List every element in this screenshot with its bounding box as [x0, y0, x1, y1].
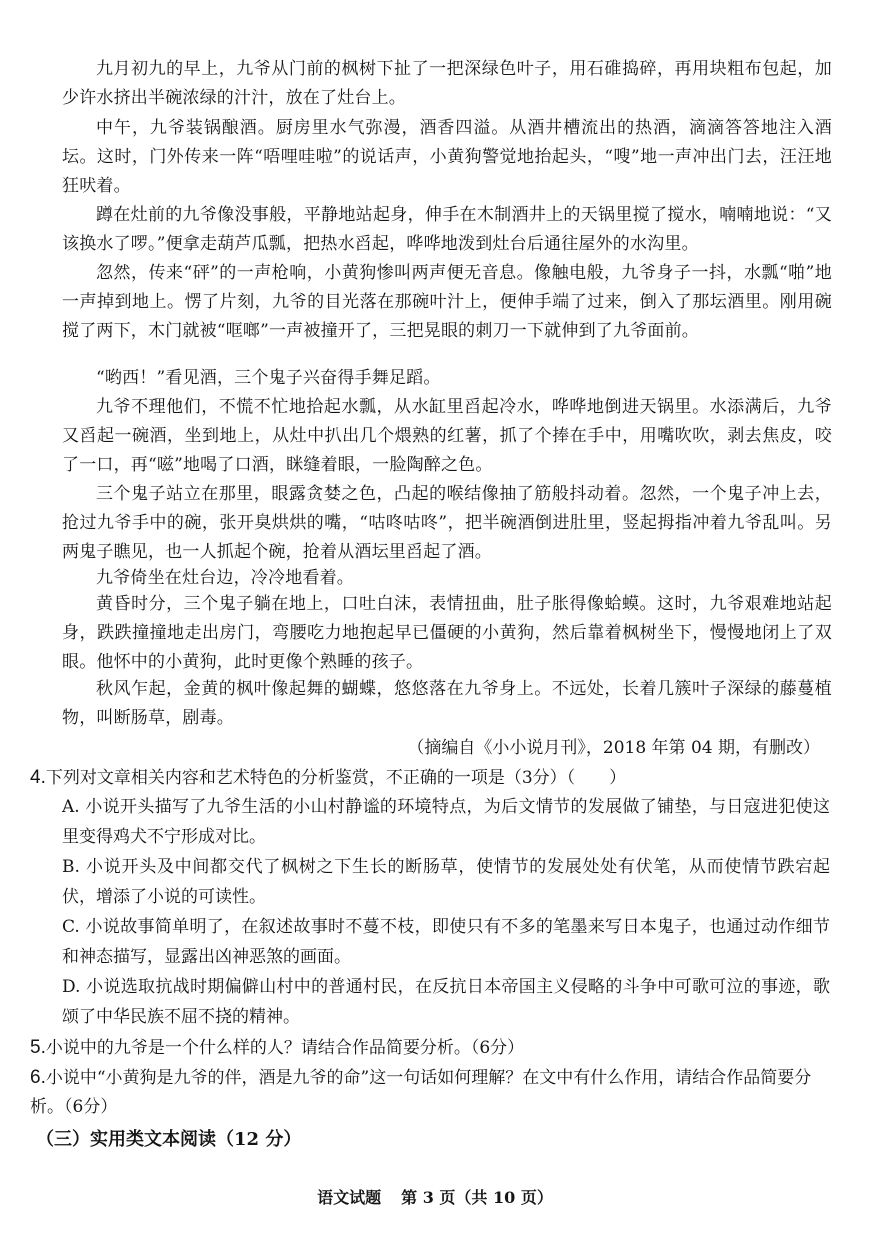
story-paragraph-10: 秋风乍起，金黄的枫叶像起舞的蝴蝶，悠悠落在九爷身上。不远处，长着几簇叶子深绿的藤蔓植物，叫断肠草，剧毒。: [62, 679, 832, 728]
footer-subject: 语文试题: [317, 1188, 382, 1207]
story-paragraph-9: 黄昏时分，三个鬼子躺在地上，口吐白沫，表情扭曲，肚子胀得像蛤蟆。这时，九爷艰难地站起身，跌跌撞撞地走出房门，弯腰吃力地抱起早已僵硬的小黄狗，然后靠着枫树坐下，慢慢地闭上了双眼。他怀中的小黄狗，此时更像个熟睡的孩子。: [62, 594, 832, 672]
footer-page-number: 第 3 页（共 10 页）: [401, 1188, 553, 1207]
page-footer: [0, 1185, 870, 1208]
story-paragraph-2: 中午，九爷装锅酿酒。厨房里水气弥漫，酒香四溢。从酒井槽流出的热酒，滴滴答答地注入酒坛。这时，门外传来一阵“唔哩哇啦”的说话声，小黄狗警觉地抬起头，“嗖”地一声冲出门去，汪汪地狂吠着。: [62, 118, 832, 196]
story-paragraph-3: 蹲在灶前的九爷像没事般，平静地站起身，伸手在木制酒井上的天锅里搅了搅水，喃喃地说：“又该换水了啰。”便拿走葫芦瓜瓢，把热水舀起，哗哗地泼到灶台后通往屋外的水沟里。: [62, 205, 832, 254]
question-4-option-d: D. 小说选取抗战时期偏僻山村中的普通村民，在反抗日本帝国主义侵略的斗争中可歌可泣的事迹，歌颂了中华民族不屈不挠的精神。: [62, 977, 830, 1027]
question-4-option-c: C. 小说故事简单明了，在叙述故事时不蔓不枝，即使只有不多的笔墨来写日本鬼子，也通过动作细节和神态描写，显露出凶神恶煞的画面。: [62, 917, 830, 967]
story-paragraph-5: “哟西！”看见酒，三个鬼子兴奋得手舞足蹈。: [96, 368, 441, 388]
question-6: [30, 1063, 825, 1122]
story-paragraph-8: 九爷倚坐在灶台边，冷冷地看着。: [96, 568, 354, 588]
story-source: （摘编自《小小说月刊》，2018 年第 04 期，有删改）: [407, 738, 820, 758]
section-heading: （三）实用类文本阅读（12 分）: [36, 1129, 302, 1150]
story-paragraph-1: 九月初九的早上，九爷从门前的枫树下扯了一把深绿色叶子，用石碓捣碎，再用块粗布包起，加少许水挤出半碗浓绿的汁汁，放在了灶台上。: [62, 59, 832, 108]
question-5-number: 5.: [30, 1037, 46, 1058]
story-paragraph-6: 九爷不理他们，不慌不忙地拾起水瓢，从水缸里舀起冷水，哗哗地倒进天锅里。水添满后，九爷又舀起一碗酒，坐到地上，从灶中扒出几个煨熟的红薯，抓了个捧在手中，用嘴吹吹，剥去焦皮，咬了一口，再“嗞”地喝了口酒，眯缝着眼，一脸陶醉之色。: [62, 397, 832, 475]
story-paragraph-4: 忽然，传来“砰”的一声枪响，小黄狗惨叫两声便无音息。像触电般，九爷身子一抖，水瓢“啪”地一声掉到地上。愣了片刻，九爷的目光落在那碗叶汁上，便伸手端了过来，倒入了那坛酒里。刚用碗搅了两下，木门就被“哐啷”一声被撞开了，三把晃眼的刺刀一下就伸到了九爷面前。: [62, 263, 832, 341]
question-4-text: 下列对文章相关内容和艺术特色的分析鉴赏，不正确的一项是（3分）（ ）: [45, 768, 627, 788]
question-4-option-b: B. 小说开头及中间都交代了枫树之下生长的断肠草，使情节的发展处处有伏笔，从而使情节跌宕起伏，增添了小说的可读性。: [62, 857, 830, 907]
question-4-option-a: A. 小说开头描写了九爷生活的小山村静谧的环境特点，为后文情节的发展做了铺垫，与日寇进犯使这里变得鸡犬不宁形成对比。: [62, 797, 830, 847]
question-6-text: 小说中“小黄狗是九爷的伴，酒是九爷的命”这一句话如何理解？在文中有什么作用，请结合作品简要分析。（6分）: [30, 1068, 812, 1117]
question-5: [30, 1033, 830, 1063]
question-4-number: 4.: [30, 767, 46, 788]
question-5-text: 小说中的九爷是一个什么样的人？请结合作品简要分析。（6分）: [45, 1038, 525, 1058]
question-4: [30, 763, 830, 793]
story-paragraph-7: 三个鬼子站立在那里，眼露贪婪之色，凸起的喉结像抽了筋般抖动着。忽然，一个鬼子冲上去，抢过九爷手中的碗，张开臭烘烘的嘴，“咕咚咕咚”，把半碗酒倒进肚里，竖起拇指冲着九爷乱叫。另两鬼子瞧见，也一人抓起个碗，抢着从酒坛里舀起了酒。: [62, 484, 832, 562]
question-6-number: 6.: [30, 1067, 46, 1088]
